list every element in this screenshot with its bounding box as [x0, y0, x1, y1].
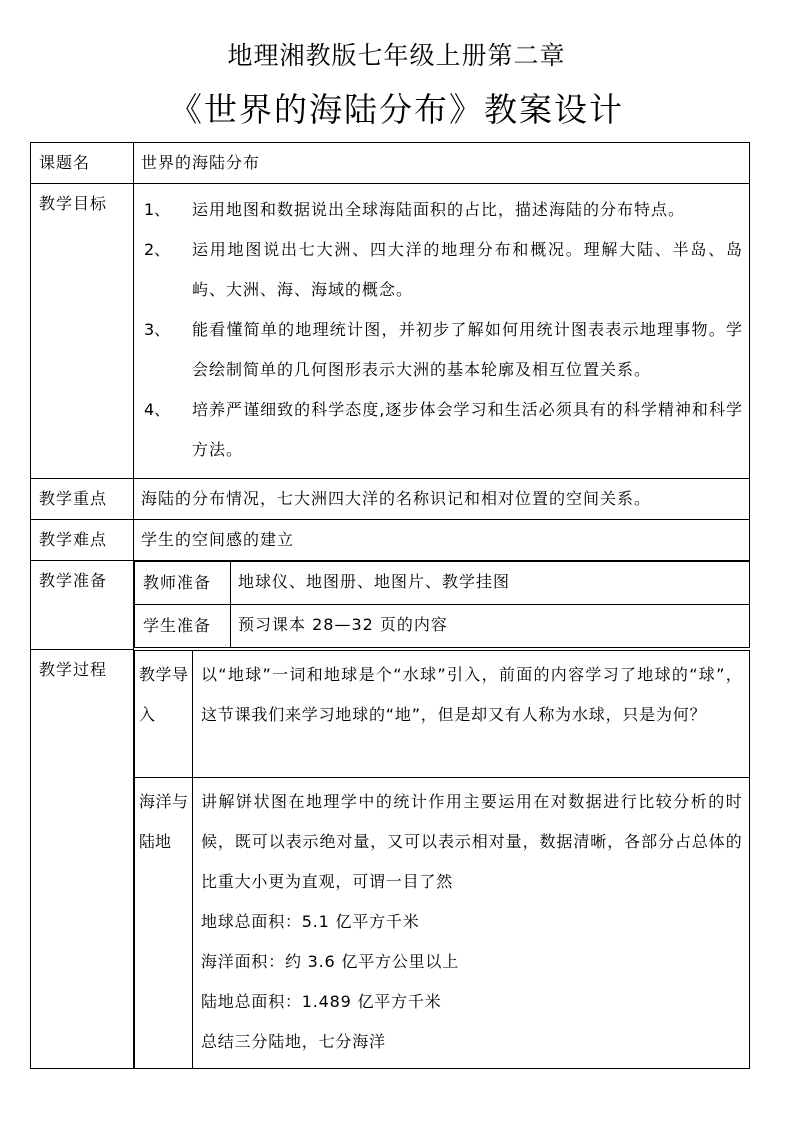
lesson-plan-table	[30, 142, 750, 1069]
process-line: 地球总面积：5.1 亿平方千米	[201, 911, 420, 931]
key-points-label: 教学重点	[39, 489, 108, 508]
objective-text: 运用地图和数据说出全球海陆面积的占比，描述海陆的分布特点。	[192, 200, 686, 219]
objectives-label: 教学目标	[39, 194, 108, 213]
document-title-line1: 地理湘教版七年级上册第二章	[227, 41, 566, 70]
process-section-body	[193, 651, 749, 739]
key-points-value: 海陆的分布情况，七大洲四大洋的名称识记和相对位置的空间关系。	[141, 489, 652, 508]
objective-number: 2、	[144, 240, 171, 259]
document-title-line2: 《世界的海陆分布》教案设计	[169, 90, 624, 129]
process-section-ocean-land	[135, 777, 750, 1068]
student-prep-value: 预习课本 28—32 页的内容	[238, 615, 448, 634]
objective-number: 3、	[144, 320, 171, 339]
objective-number: 4、	[144, 400, 171, 419]
teacher-prep-value: 地球仪、地图册、地图片、教学挂图	[238, 572, 511, 591]
row-process	[31, 650, 750, 1069]
process-section-name: 海洋与陆地	[139, 791, 188, 851]
objective-item	[144, 230, 743, 310]
difficulties-label: 教学难点	[39, 530, 108, 549]
process-line: 总结三分陆地，七分海洋	[201, 1031, 386, 1051]
objective-item	[144, 390, 743, 470]
process-section-name: 教学导入	[139, 664, 188, 724]
process-line: 海洋面积：约 3.6 亿平方公里以上	[201, 951, 460, 971]
process-label: 教学过程	[39, 660, 108, 679]
preparation-label: 教学准备	[39, 571, 108, 590]
process-section-intro	[135, 650, 750, 777]
objective-number: 1、	[144, 200, 171, 219]
objective-text: 运用地图说出七大洲、四大洋的地理分布和概况。理解大陆、半岛、岛屿、大洲、海、海域的概念。	[192, 240, 743, 299]
process-subtable	[134, 650, 750, 1069]
teacher-prep-label: 教师准备	[143, 573, 212, 592]
row-topic	[31, 143, 750, 184]
objective-item	[144, 190, 743, 230]
process-section-body	[193, 778, 749, 1066]
row-preparation	[31, 561, 750, 650]
objective-text: 能看懂简单的地理统计图，并初步了解如何用统计图表表示地理事物。学会绘制简单的几何图形表示大洲的基本轮廓及相互位置关系。	[192, 320, 743, 379]
process-line: 陆地总面积：1.489 亿平方千米	[201, 991, 442, 1011]
topic-label: 课题名	[39, 153, 91, 172]
preparation-subtable	[134, 561, 750, 648]
difficulties-value: 学生的空间感的建立	[141, 530, 295, 549]
row-difficulties	[31, 520, 750, 561]
row-objectives	[31, 184, 750, 479]
topic-value: 世界的海陆分布	[141, 153, 261, 172]
student-prep-label: 学生准备	[143, 616, 212, 635]
row-key-points	[31, 479, 750, 520]
process-line: 讲解饼状图在地理学中的统计作用主要运用在对数据进行比较分析的时候，既可以表示绝对量，又可以表示相对量，数据清晰，各部分占总体的比重大小更为直观，可谓一目了然	[201, 791, 743, 891]
process-line: 以“地球”一词和地球是个“水球”引入，前面的内容学习了地球的“球”，这节课我们来学习地球的“地”，但是却又有人称为水球，只是为何？	[201, 664, 743, 724]
objectives-list	[134, 184, 749, 476]
objective-item	[144, 310, 743, 390]
objective-text: 培养严谨细致的科学态度,逐步体会学习和生活必须具有的科学精神和科学方法。	[192, 400, 743, 459]
